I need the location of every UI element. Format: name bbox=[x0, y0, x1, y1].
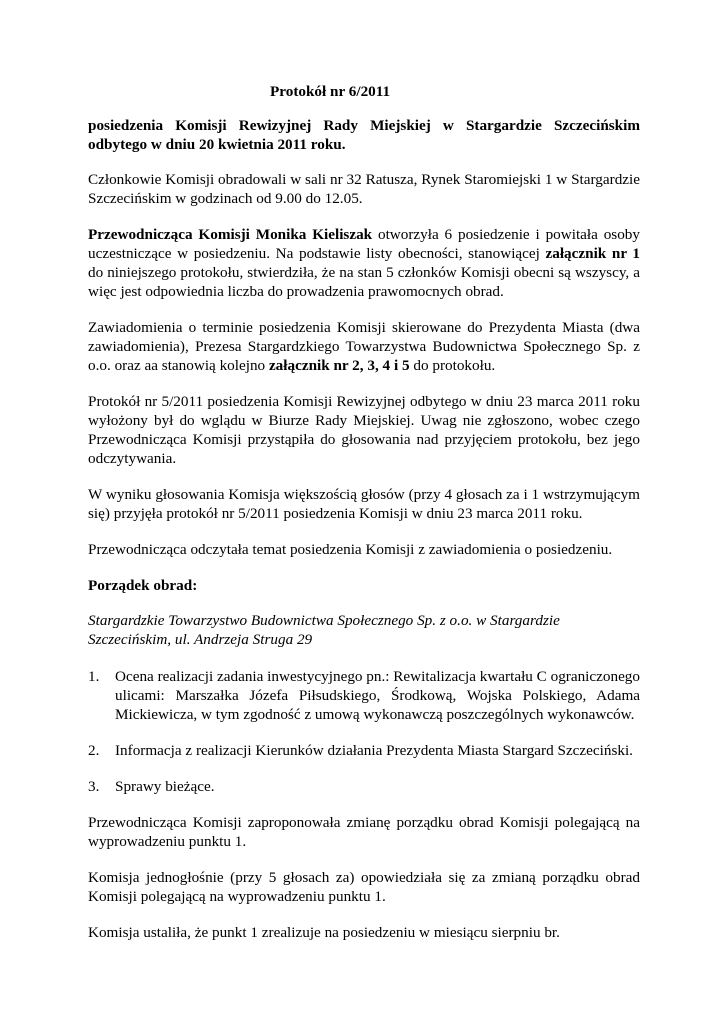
agenda-item-number: 3. bbox=[88, 778, 100, 795]
paragraph-agenda-change-proposal: Przewodnicząca Komisji zaproponowała zmianę porządku obrad Komisji polegającą na wyprowadzeniu punktu 1. bbox=[88, 814, 640, 850]
document-body bbox=[88, 82, 640, 959]
protocol-title: Protokół nr 6/2011 bbox=[270, 83, 391, 100]
chairperson-name: Przewodnicząca Komisji Monika Kieliszak bbox=[88, 226, 373, 243]
attachments-2-5-ref: załącznik nr 2, 3, 4 i 5 bbox=[268, 357, 410, 374]
paragraph-notifications bbox=[88, 318, 640, 375]
paragraph-agenda-change-vote: Komisja jednogłośnie (przy 5 głosach za) opowiedziała się za zmianą porządku obrad Komisji polegającą na wyprowadzeniu punktu 1. bbox=[88, 869, 640, 905]
agenda-item-text: Sprawy bieżące. bbox=[115, 778, 215, 795]
paragraph-opening bbox=[88, 225, 640, 301]
attachment-1-ref: załącznik nr 1 bbox=[545, 245, 641, 262]
protocol-subtitle: posiedzenia Komisji Rewizyjnej Rady Miejskiej w Stargardzie Szczecińskim odbytego w dniu 20 kwietnia 2011 roku. bbox=[88, 117, 640, 153]
paragraph-meeting-place: Członkowie Komisji obradowali w sali nr 32 Ratusza, Rynek Staromiejski 1 w Stargardzie Szczecińskim w godzinach od 9.00 do 12.05. bbox=[88, 171, 640, 207]
agenda-item bbox=[88, 667, 640, 724]
agenda-item-text: Informacja z realizacji Kierunków działania Prezydenta Miasta Stargard Szczeciński. bbox=[115, 742, 633, 759]
agenda-item bbox=[88, 777, 640, 796]
paragraph-topic-read: Przewodnicząca odczytała temat posiedzenia Komisji z zawiadomienia o posiedzeniu. bbox=[88, 541, 613, 558]
agenda-subject: Stargardzkie Towarzystwo Budownictwa Społecznego Sp. z o.o. w Stargardzie Szczecińskim, ul. Andrzeja Struga 29 bbox=[88, 612, 560, 648]
opening-text-1: otworzyła 6 posiedzenie i powitała osoby uczestniczące w posiedzeniu. Na podstawie listy obecności, stanowiącej bbox=[88, 226, 640, 262]
paragraph-point-1-schedule: Komisja ustaliła, że punkt 1 zrealizuje na posiedzeniu w miesiącu sierpniu br. bbox=[88, 924, 560, 941]
opening-text-2: do niniejszego protokołu, stwierdziła, że na stan 5 członków Komisji obecni są wszyscy, a więc jest odpowiednia liczba do prowadzenia prawomocnych obrad. bbox=[88, 264, 640, 300]
notifications-text-1: Zawiadomienia o terminie posiedzenia Komisji skierowane do Prezydenta Miasta (dwa zawiadomienia), Prezesa Stargardzkiego Towarzystwa Budownictwa Społecznego Sp. z o.o. oraz aa stanowią kolejno bbox=[88, 319, 640, 374]
agenda-list bbox=[88, 667, 640, 796]
agenda-item-number: 2. bbox=[88, 742, 100, 759]
notifications-text-2: do protokołu. bbox=[409, 357, 496, 374]
agenda-heading: Porządek obrad: bbox=[88, 577, 198, 594]
agenda-item-number: 1. bbox=[88, 668, 100, 685]
paragraph-previous-protocol: Protokół nr 5/2011 posiedzenia Komisji Rewizyjnej odbytego w dniu 23 marca 2011 roku wyłożony był do wglądu w Biurze Rady Miejskiej. Uwag nie zgłoszono, wobec czego Przewodnicząca Komisji przystąpiła do głosowania nad przyjęciem protokołu, bez jego odczytywania. bbox=[88, 393, 640, 467]
agenda-item-text: Ocena realizacji zadania inwestycyjnego pn.: Rewitalizacja kwartału C ograniczonego ulicami: Marszałka Józefa Piłsudskiego, Środkową, Wojska Polskiego, Adama Mickiewicza, w tym zgodność z umową wykonawczą poszczególnych wykonawców. bbox=[115, 668, 640, 723]
agenda-item bbox=[88, 741, 640, 760]
paragraph-vote-result: W wyniku głosowania Komisja większością głosów (przy 4 głosach za i 1 wstrzymującym się) przyjęła protokół nr 5/2011 posiedzenia Komisji w dniu 23 marca 2011 roku. bbox=[88, 486, 640, 522]
